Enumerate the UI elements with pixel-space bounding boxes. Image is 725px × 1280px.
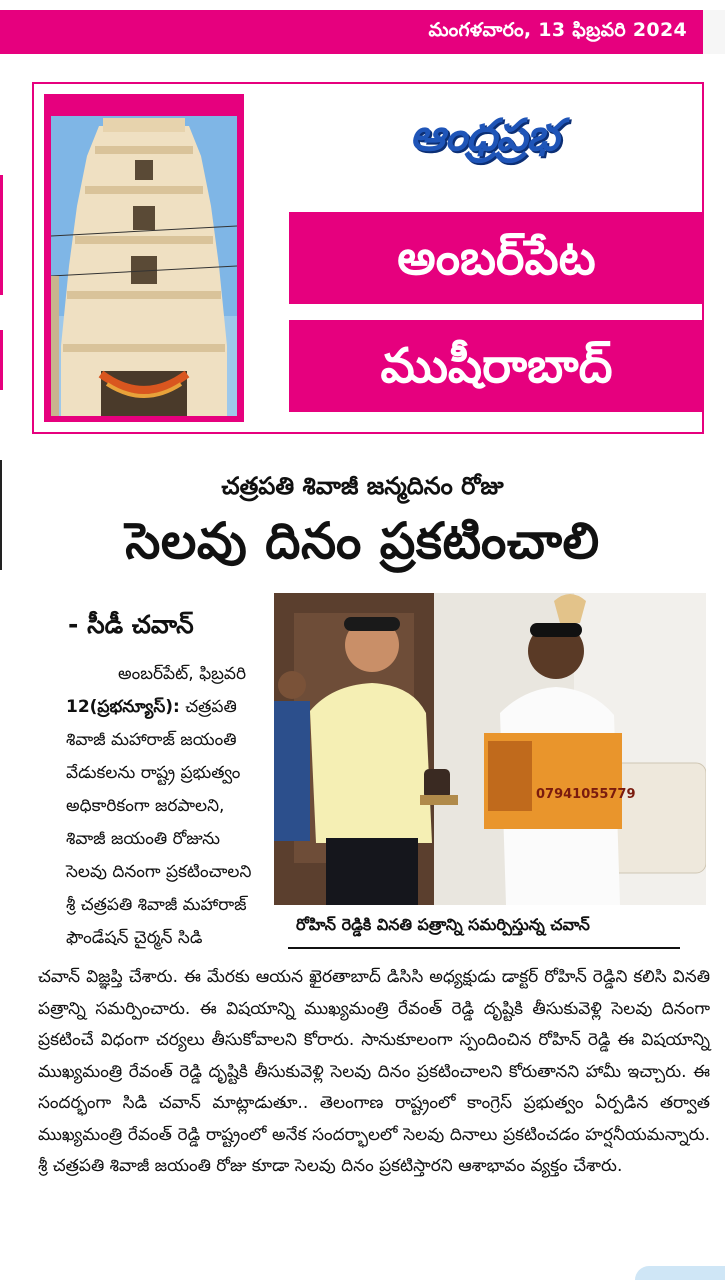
article-headline: సెలవు దినం ప్రకటించాలి xyxy=(125,512,600,570)
edition-name-amberpet: అంబర్‌పేట xyxy=(289,212,704,304)
photo-caption: రోహిన్ రెడ్డికి వినతి పత్రాన్ని సమర్పిస్తున్న చవాన్ xyxy=(296,915,590,934)
margin-mark xyxy=(0,175,3,295)
news-photo xyxy=(274,593,706,905)
article-column-text xyxy=(66,658,266,955)
page-edge xyxy=(703,10,725,54)
date-header-bar xyxy=(0,10,725,54)
dateline-place: అంబర్‌పేట్, ఫిబ్రవరి xyxy=(118,664,247,684)
temple-gopuram-image xyxy=(51,116,237,416)
article-byline: - సీడీ చవాన్ xyxy=(68,610,194,639)
temple-photo-frame xyxy=(44,94,244,422)
masthead xyxy=(32,82,704,434)
margin-mark xyxy=(0,330,3,390)
edition-name-musheerabad: ముషీరాబాద్ xyxy=(289,320,704,412)
article-kicker: చత్రపతి శివాజీ జన్మదినం రోజు xyxy=(221,472,504,500)
newspaper-logo: ఆంధ్రప్రభ xyxy=(409,110,559,161)
column-paragraph: చత్రపతి శివాజీ మహారాజ్ జయంతి వేడుకలను రాష్ట్ర ప్రభుత్వం అధికారికంగా జరపాలని, శివాజీ జయంతి రోజును సెలవు దినంగా ప్రకటించాలని శ్రీ చత్రపతి శివాజీ మహారాజ్ ఫౌండేషన్ చైర్మన్ సిడి xyxy=(66,697,252,948)
article-body-text: చవాన్ విజ్ఞప్తి చేశారు. ఈ మేరకు ఆయన ఖైరతాబాద్ డిసిసి అధ్యక్షుడు డాక్టర్ రోహిన్ రెడ్డిని కలిసి వినతి పత్రాన్ని సమర్పించారు. ఈ విషయాన్ని ముఖ్యమంత్రి రేవంత్ రెడ్డి దృష్టికి తీసుకువెళ్లి సెలవు దినంగా ప్రకటించే విధంగా చర్యలు తీసుకోవాలని కోరారు. సానుకూలంగా స్పందించిన రోహిన్ రెడ్డి ఈ విషయాన్ని ముఖ్యమంత్రి రేవంత్ రెడ్డి దృష్టికి తీసుకువెళ్లి సెలవు దినం ప్రకటించాలని కోరుతానని హామీ ఇచ్చారు. ఈ సందర్భంగా సిడి చవాన్ మాట్లాడుతూ.. తెలంగాణ రాష్ట్రంలో కాంగ్రెస్ ప్రభుత్వం ఏర్పడిన తర్వాత ముఖ్యమంత్రి రేవంత్ రెడ్డి రాష్ట్రంలో అనేక సందర్భాలలో సెలవు దినాలు ప్రకటించడం హర్షనీయమన్నారు. శ్రీ చత్రపతి శివాజీ జయంతి రోజు కూడా సెలవు దినం ప్రకటిస్తారని ఆశాభావం వ్యక్తం చేశారు. xyxy=(38,967,710,1176)
dateline-tag: 12(ప్రభన్యూస్): xyxy=(66,697,180,717)
caption-underline xyxy=(288,947,680,949)
page-corner xyxy=(635,1266,725,1280)
article-lead xyxy=(66,691,266,955)
issue-date: మంగళవారం, 13 ఫిబ్రవరి 2024 xyxy=(428,19,687,41)
card-phone-number: 07941055779 xyxy=(536,787,636,802)
